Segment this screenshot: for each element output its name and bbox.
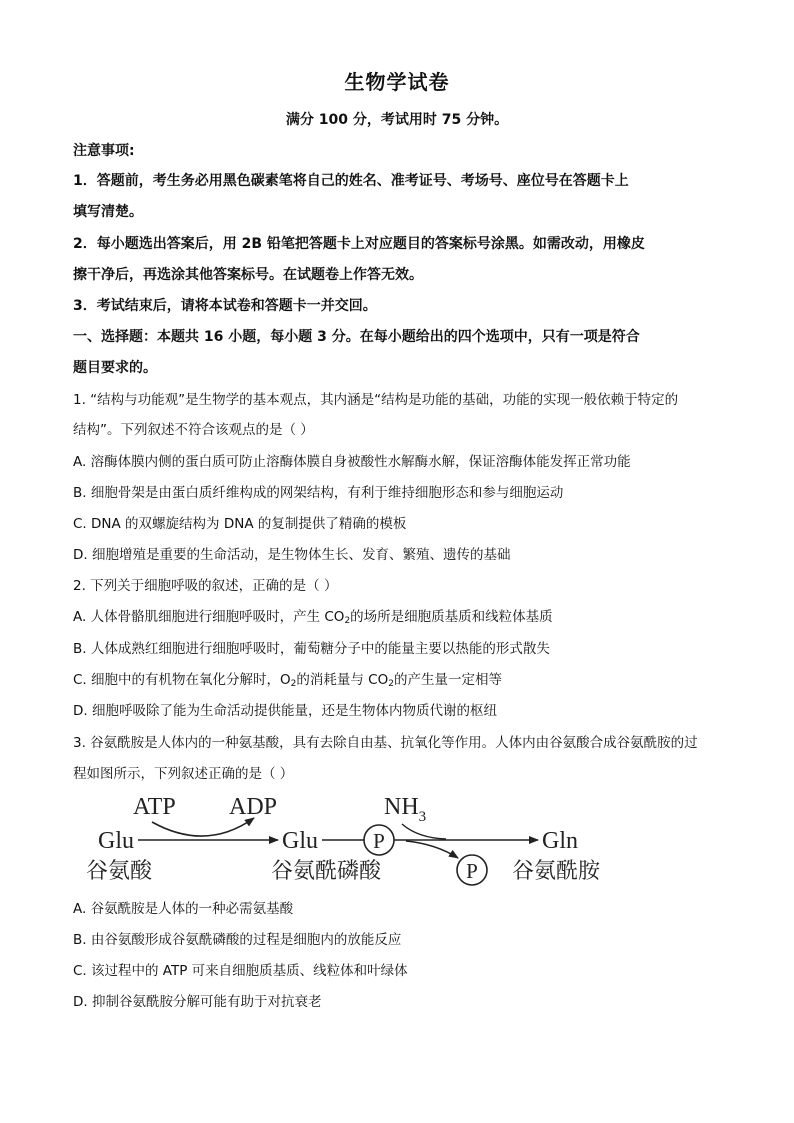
phosphate-release-arrow (406, 841, 458, 858)
page-subtitle: 满分 100 分，考试用时 75 分钟。 (285, 112, 509, 128)
glu-label-2: Glu (282, 828, 318, 854)
glutamyl-phosphate-label: 谷氨酰磷酸 (271, 859, 382, 884)
q1-stem-line-2: 结构”。下列叙述不符合该观点的是（ ） (73, 422, 314, 438)
q2-option-b: B. 人体成熟红细胞进行细胞呼吸时，葡萄糖分子中的能量主要以热能的形式散失 (73, 641, 550, 657)
nh3-input-curve (402, 824, 446, 839)
nh3-label: $NH_3$ (384, 794, 427, 825)
q1-option-d: D. 细胞增殖是重要的生命活动，是生物体生长、发育、繁殖、遗传的基础 (73, 547, 511, 563)
glutamine-synthesis-diagram (86, 784, 626, 892)
notice-heading: 注意事项: (73, 143, 135, 159)
q3-option-c: C. 该过程中的 ATP 可来自细胞质基质、线粒体和叶绿体 (73, 963, 408, 979)
notice-item-3: 3．考试结束后，请将本试卷和答题卡一并交回。 (73, 298, 377, 314)
adp-label: ADP (229, 794, 278, 820)
page-title: 生物学试卷 (344, 70, 450, 94)
q3-option-a: A. 谷氨酰胺是人体的一种必需氨基酸 (73, 901, 294, 917)
phosphate-letter-2: P (466, 859, 478, 883)
section-heading-line-1: 一、选择题：本题共 16 小题，每小题 3 分。在每小题给出的四个选项中，只有一项是符合 (73, 329, 640, 345)
glu-label-1: Glu (98, 828, 134, 854)
glutamate-label: 谷氨酸 (86, 859, 153, 884)
section-heading-line-2: 题目要求的。 (73, 360, 157, 376)
atp-to-adp-arrow (152, 818, 254, 836)
notice-item-2-line-2: 擦干净后，再选涂其他答案标号。在试题卷上作答无效。 (73, 267, 423, 283)
q1-option-c: C. DNA 的双螺旋结构为 DNA 的复制提供了精确的模板 (73, 516, 407, 532)
notice-item-1-line-2: 填写清楚。 (73, 204, 143, 220)
q2-option-a: A. 人体骨骼肌细胞进行细胞呼吸时，产生 $CO_2$的场所是细胞质基质和线粒体基质 (73, 609, 553, 626)
q1-option-b: B. 细胞骨架是由蛋白质纤维构成的网架结构，有利于维持细胞形态和参与细胞运动 (73, 485, 564, 501)
notice-item-1-line-1: 1．答题前，考生务必用黑色碳素笔将自己的姓名、准考证号、考场号、座位号在答题卡上 (73, 173, 629, 189)
q3-stem-line-2: 程如图所示，下列叙述正确的是（ ） (73, 766, 294, 782)
q3-stem-line-1: 3. 谷氨酰胺是人体内的一种氨基酸，具有去除自由基、抗氧化等作用。人体内由谷氨酸合成谷氨酰胺的过 (73, 735, 698, 751)
q3-option-d: D. 抑制谷氨酰胺分解可能有助于对抗衰老 (73, 994, 322, 1010)
q2-option-d: D. 细胞呼吸除了能为生命活动提供能量，还是生物体内物质代谢的枢纽 (73, 703, 497, 719)
q1-stem-line-1: 1. “结构与功能观”是生物学的基本观点，其内涵是“结构是功能的基础，功能的实现一般依赖于特定的 (73, 392, 679, 408)
gln-label: Gln (542, 828, 578, 854)
notice-item-2-line-1: 2．每小题选出答案后，用 2B 铅笔把答题卡上对应题目的答案标号涂黑。如需改动，用橡皮 (73, 236, 645, 252)
q2-option-c: C. 细胞中的有机物在氧化分解时，$O_2$的消耗量与 $CO_2$的产生量一定相等 (73, 672, 502, 689)
q3-option-b: B. 由谷氨酸形成谷氨酰磷酸的过程是细胞内的放能反应 (73, 932, 402, 948)
glutamine-label: 谷氨酰胺 (512, 859, 601, 884)
atp-label: ATP (133, 794, 176, 820)
phosphate-letter-1: P (373, 829, 385, 853)
q2-stem: 2. 下列关于细胞呼吸的叙述，正确的是（ ） (73, 578, 338, 594)
q1-option-a: A. 溶酶体膜内侧的蛋白质可防止溶酶体膜自身被酸性水解酶水解，保证溶酶体能发挥正常功能 (73, 454, 631, 470)
